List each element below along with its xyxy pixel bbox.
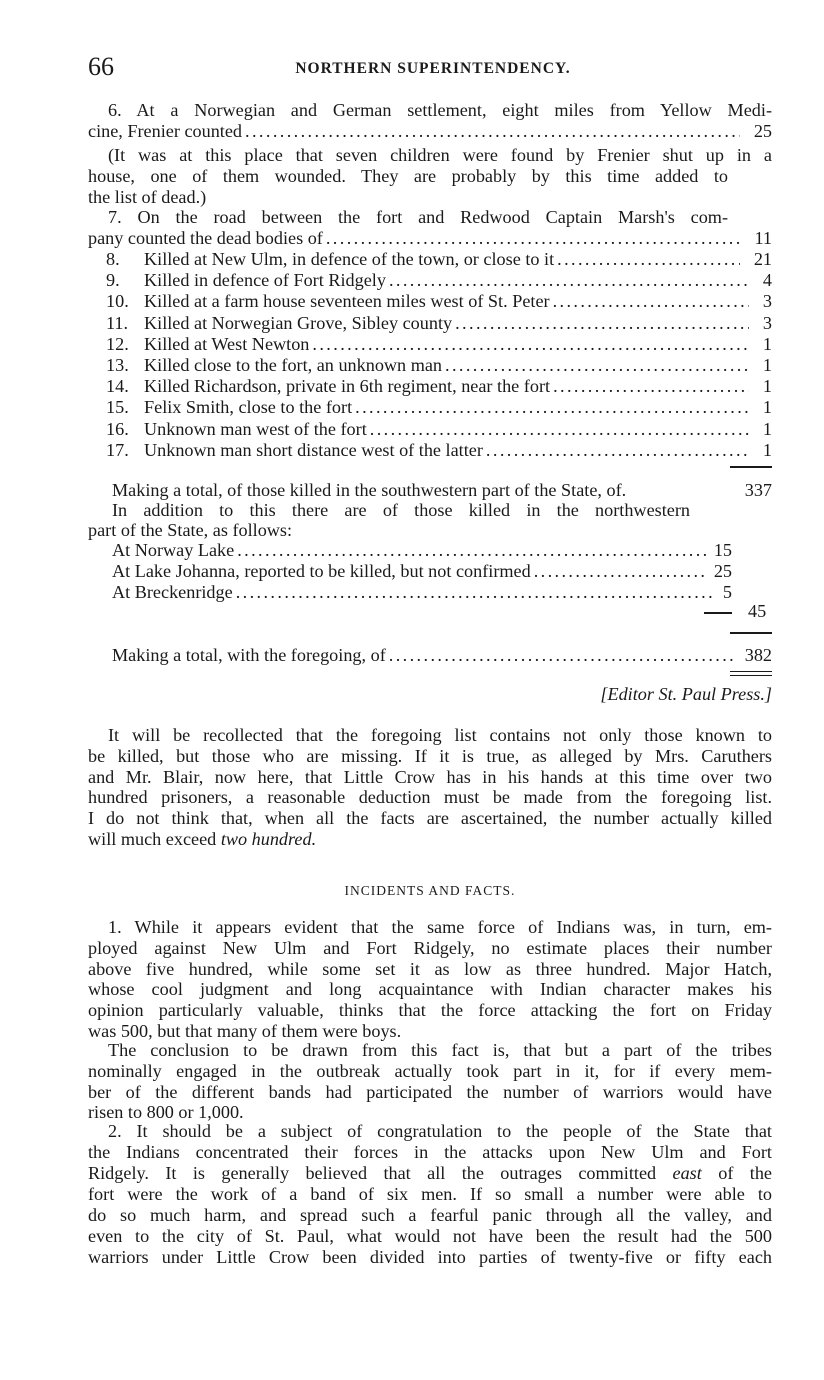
item-label: Killed in defence of Fort Ridgely	[144, 270, 386, 291]
double-rule-top	[730, 671, 772, 672]
item-number: 12.	[106, 333, 129, 354]
item-label: Unknown man short distance west of the latter	[144, 439, 483, 460]
section-heading: INCIDENTS AND FACTS.	[344, 883, 516, 898]
item-number: 17.	[106, 439, 129, 460]
leader-dots	[452, 313, 749, 334]
leader-dots	[442, 355, 749, 376]
paragraph-4-line-3	[88, 1163, 772, 1184]
item-number: 13.	[106, 355, 129, 375]
northwest-row	[112, 540, 732, 561]
leader-dots	[309, 334, 749, 355]
paragraph-4-line-7: warriors under Little Crow been divided into parties of twenty-five or fifty each	[88, 1247, 772, 1267]
item-label: Killed at New Ulm, in defence of the town, or close to it	[144, 249, 555, 269]
subtotal-rule	[704, 612, 732, 614]
leader-dots	[386, 270, 749, 291]
paragraph-1-emphasis: two hundred.	[220, 829, 317, 849]
item-value: 1	[762, 355, 772, 375]
paragraph1-line: I do not think that, when all the facts are ascertained, the number actually killed	[88, 808, 772, 829]
paragraph-4-line-2: the Indians concentrated their forces in the attacks upon New Ulm and Fort	[88, 1142, 772, 1162]
paragraph-2-last-line: was 500, but that many of them were boys.	[88, 1021, 402, 1041]
casualty-row	[106, 313, 772, 334]
casualty-row	[106, 334, 772, 355]
northwest-label: At Lake Johanna, reported to be killed, but not confirmed	[112, 561, 531, 581]
casualty-row	[106, 291, 772, 312]
item-label: Felix Smith, close to the fort	[144, 397, 353, 418]
leader-dots	[531, 561, 706, 582]
total-rule	[730, 466, 772, 468]
paragraph1-line: hundred prisoners, a reasonable deduction must be made from the foregoing list.	[88, 787, 772, 808]
running-title: NORTHERN SUPERINTENDENCY.	[295, 60, 571, 77]
double-rule-bottom	[730, 675, 772, 676]
paragraph1-line: be killed, but those who are missing. If it is true, as alleged by Mrs. Caruthers	[88, 745, 772, 766]
paragraph2-line: whose cool judgment and long acquaintance with Indian character makes his	[88, 979, 772, 1000]
item-value: 3	[762, 312, 772, 333]
paragraph3-line: ber of the different bands had participated the number of warriors would have	[88, 1081, 772, 1102]
item-7-line-1: 7. On the road between the fort and Redwood Captain Marsh's com-	[108, 207, 728, 227]
note-line-1: (It was at this place that seven children were found by Frenier shut up in a	[108, 145, 772, 165]
casualty-row	[106, 270, 772, 291]
paragraph-4-line-6: even to the city of St. Paul, what would not have been the result had the 500	[88, 1226, 772, 1246]
paragraph-1-last-line	[88, 829, 316, 850]
paragraph-4-text: of the	[701, 1163, 772, 1183]
item-label: Killed at West Newton	[144, 333, 310, 354]
total-southwest-value: 337	[744, 480, 772, 500]
northwest-label: At Breckenridge	[112, 582, 233, 602]
leader-dots	[550, 291, 749, 312]
paragraph-4-line-5: do so much harm, and spread such a fearful panic through all the valley, and	[88, 1205, 772, 1225]
item-value: 1	[762, 439, 772, 460]
item-number: 8.	[106, 249, 120, 269]
item-value: 1	[762, 397, 772, 418]
item-6-row	[88, 121, 772, 142]
item-value: 3	[762, 291, 772, 312]
paragraph2-line: 1. While it appears evident that the same force of Indians was, in turn, em-	[108, 917, 772, 937]
grand-total-row	[112, 645, 772, 666]
item-value: 21	[753, 249, 772, 269]
item-label: Unknown man west of the fort	[144, 418, 367, 439]
northwest-subtotal: 45	[748, 601, 767, 621]
paragraph-3-last-line: risen to 800 or 1,000.	[88, 1102, 244, 1122]
grand-total-rule	[730, 632, 772, 634]
total-southwest-label: Making a total, of those killed in the southwestern part of the State, of.	[112, 480, 627, 500]
leader-dots	[483, 440, 749, 461]
item-label: Killed close to the fort, an unknown man	[144, 355, 443, 375]
item-number: 14.	[106, 376, 129, 397]
paragraph1-line: It will be recollected that the foregoing list contains not only those known to	[108, 725, 772, 745]
item-value: 1	[762, 418, 772, 439]
northwest-value: 5	[722, 582, 732, 602]
paragraph2-line: above five hundred, while some set it as low as three hundred. Major Hatch,	[88, 958, 772, 979]
casualty-row	[106, 249, 772, 270]
paragraph-4-text: Ridgely. It is generally believed that all the outrages committed	[88, 1163, 673, 1183]
item-7-row	[88, 228, 772, 249]
paragraph-4-emphasis: east	[672, 1163, 702, 1183]
item-number: 11.	[106, 312, 129, 333]
leader-dots	[323, 228, 741, 249]
page-header	[88, 52, 778, 82]
leader-dots	[554, 249, 740, 270]
item-7-value: 11	[754, 228, 772, 248]
northwest-line-1: In addition to this there are of those killed in the northwestern	[112, 500, 690, 520]
northwest-value: 15	[713, 540, 732, 560]
item-number: 16.	[106, 418, 129, 439]
item-number: 9.	[106, 270, 120, 291]
item-label: Killed at Norwegian Grove, Sibley county	[144, 312, 453, 333]
casualty-row	[106, 376, 772, 397]
casualty-row	[106, 355, 772, 376]
item-value: 4	[762, 270, 772, 291]
item-6-value: 25	[753, 121, 772, 141]
item-6-line-1: 6. At a Norwegian and German settlement, eight miles from Yellow Medi-	[108, 100, 772, 120]
paragraph-4-line-1: 2. It should be a subject of congratulation to the people of the State that	[108, 1121, 772, 1141]
item-number: 10.	[106, 291, 129, 312]
note-line-3: the list of dead.)	[88, 187, 207, 207]
paragraph3-line: The conclusion to be drawn from this fact is, that but a part of the tribes	[108, 1040, 772, 1060]
paragraph1-line: and Mr. Blair, now here, that Little Crow has in his hands at this time over two	[88, 766, 772, 787]
paragraph2-line: ployed against New Ulm and Fort Ridgely, no estimate places their number	[88, 937, 772, 958]
total-southwest-row	[112, 480, 772, 501]
item-value: 1	[762, 333, 772, 354]
leader-dots	[234, 540, 706, 561]
leader-dots	[367, 419, 749, 440]
paragraph-4-line-4: fort were the work of a band of six men. If so small a number were able to	[88, 1184, 772, 1204]
item-number: 15.	[106, 397, 129, 418]
leader-dots	[352, 397, 749, 418]
paragraph2-line: opinion particularly valuable, thinks that the force attacking the fort on Friday	[88, 1000, 772, 1021]
northwest-row	[112, 582, 732, 603]
casualty-row	[106, 440, 772, 461]
leader-dots	[242, 121, 740, 142]
note-line-2: house, one of them wounded. They are probably by this time added to	[88, 166, 728, 186]
northwest-row	[112, 561, 732, 582]
grand-total-value: 382	[744, 645, 772, 665]
northwest-value: 25	[713, 561, 732, 581]
casualty-row	[106, 419, 772, 440]
item-6-label: cine, Frenier counted	[88, 121, 243, 141]
paragraph-1-text: will much exceed	[88, 829, 221, 849]
item-value: 1	[762, 376, 772, 397]
northwest-line-2: part of the State, as follows:	[88, 520, 293, 540]
leader-dots	[233, 582, 715, 603]
northwest-label: At Norway Lake	[112, 540, 235, 560]
page-number: 66	[88, 52, 114, 81]
item-label: Killed Richardson, private in 6th regiment, near the fort	[144, 376, 551, 397]
leader-dots	[550, 376, 749, 397]
leader-dots	[386, 645, 735, 666]
attribution: [Editor St. Paul Press.]	[600, 684, 772, 704]
item-label: Killed at a farm house seventeen miles west of St. Peter	[144, 291, 550, 312]
grand-total-label: Making a total, with the foregoing, of	[112, 645, 386, 665]
item-7-label: pany counted the dead bodies of	[88, 228, 323, 248]
paragraph3-line: nominally engaged in the outbreak actually took part in it, for if every mem-	[88, 1060, 772, 1081]
casualty-row	[106, 397, 772, 418]
